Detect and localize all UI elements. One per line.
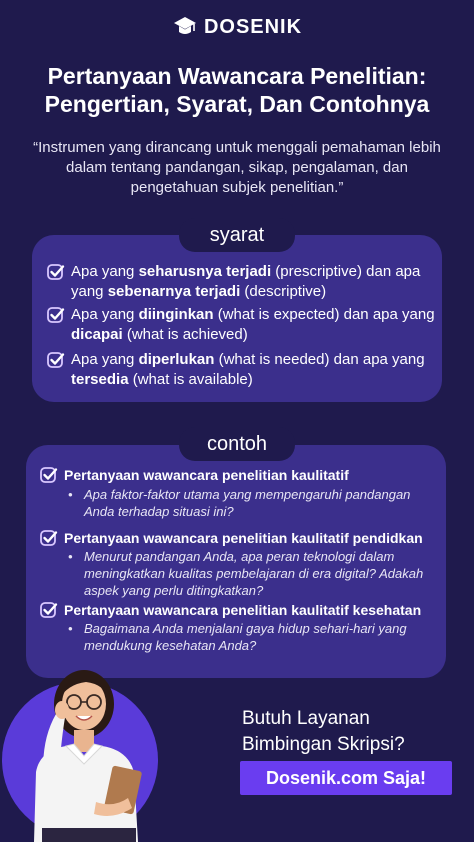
syarat-text: (descriptive) <box>240 283 327 300</box>
syarat-text: Apa yang <box>71 263 139 280</box>
contoh-item-heading <box>40 529 450 547</box>
cta-text <box>242 706 405 758</box>
check-icon <box>40 529 58 547</box>
title-line-2: Pengertian, Syarat, Dan Contohnya <box>44 91 430 117</box>
syarat-text: (what is expected) dan apa yang <box>213 306 435 323</box>
graduation-cap-icon <box>172 14 198 40</box>
syarat-bold: diperlukan <box>138 351 215 368</box>
syarat-text: (what is available) <box>128 371 253 388</box>
contoh-heading-text: Pertanyaan wawancara penelitian kaulitatif <box>64 467 349 483</box>
check-icon <box>47 263 65 281</box>
syarat-bold: tersedia <box>71 371 129 388</box>
check-icon <box>40 466 58 484</box>
page-title <box>0 62 474 118</box>
syarat-text: Apa yang <box>71 306 139 323</box>
syarat-item <box>47 350 442 390</box>
syarat-heading: syarat <box>179 218 295 252</box>
bullet-icon: • <box>68 621 73 636</box>
syarat-text: (what is needed) dan apa yang <box>214 351 425 368</box>
contoh-example-text: Apa faktor-faktor utama yang mempengaruhi pandangan Anda terhadap situasi ini? <box>84 487 411 519</box>
syarat-bold: dicapai <box>71 326 123 343</box>
cta-line-2: Bimbingan Skripsi? <box>242 734 405 755</box>
contoh-example-text: Bagaimana Anda menjalani gaya hidup sehari-hari yang mendukung kesehatan Anda? <box>84 621 407 653</box>
bullet-icon: • <box>68 487 73 502</box>
check-icon <box>47 351 65 369</box>
contoh-item-example <box>68 548 438 599</box>
check-icon <box>47 306 65 324</box>
syarat-item <box>47 305 442 345</box>
contoh-heading-text: Pertanyaan wawancara penelitian kaulitatif pendidkan <box>64 530 423 546</box>
cta-button[interactable]: Dosenik.com Saja! <box>240 761 452 795</box>
syarat-item <box>47 262 442 302</box>
definition-quote: “Instrumen yang dirancang untuk menggali pemahaman lebih dalam tentang pandangan, sikap, pengalaman, dan pengetahuan subjek penelitian.” <box>33 139 441 196</box>
contoh-heading: contoh <box>179 427 295 461</box>
contoh-heading-text: Pertanyaan wawancara penelitian kaulitatif kesehatan <box>64 602 422 618</box>
contoh-example-text: Menurut pandangan Anda, apa peran teknologi dalam meningkatkan kualitas pembelajaran di era digital? Adakah aspek yang perlu ditingkatkan? <box>84 549 424 598</box>
contoh-item-heading <box>40 601 450 619</box>
syarat-bold: diinginkan <box>138 306 214 323</box>
brand-logo <box>0 14 474 40</box>
contoh-item-heading <box>40 466 450 484</box>
contoh-item-example <box>68 486 438 520</box>
woman-with-tablet-illustration <box>0 652 170 842</box>
syarat-text: (what is achieved) <box>122 326 248 343</box>
syarat-text: (prescriptive) dan apa yang <box>71 263 421 300</box>
brand-name: DOSENIK <box>203 15 303 38</box>
title-line-1: Pertanyaan Wawancara Penelitian: <box>47 63 427 89</box>
syarat-bold: sebenarnya terjadi <box>107 283 241 300</box>
bullet-icon: • <box>68 549 73 564</box>
contoh-item-example <box>68 620 438 654</box>
syarat-text: Apa yang <box>71 351 139 368</box>
syarat-bold: seharusnya terjadi <box>138 263 272 280</box>
cta-line-1: Butuh Layanan <box>242 708 370 729</box>
check-icon <box>40 601 58 619</box>
